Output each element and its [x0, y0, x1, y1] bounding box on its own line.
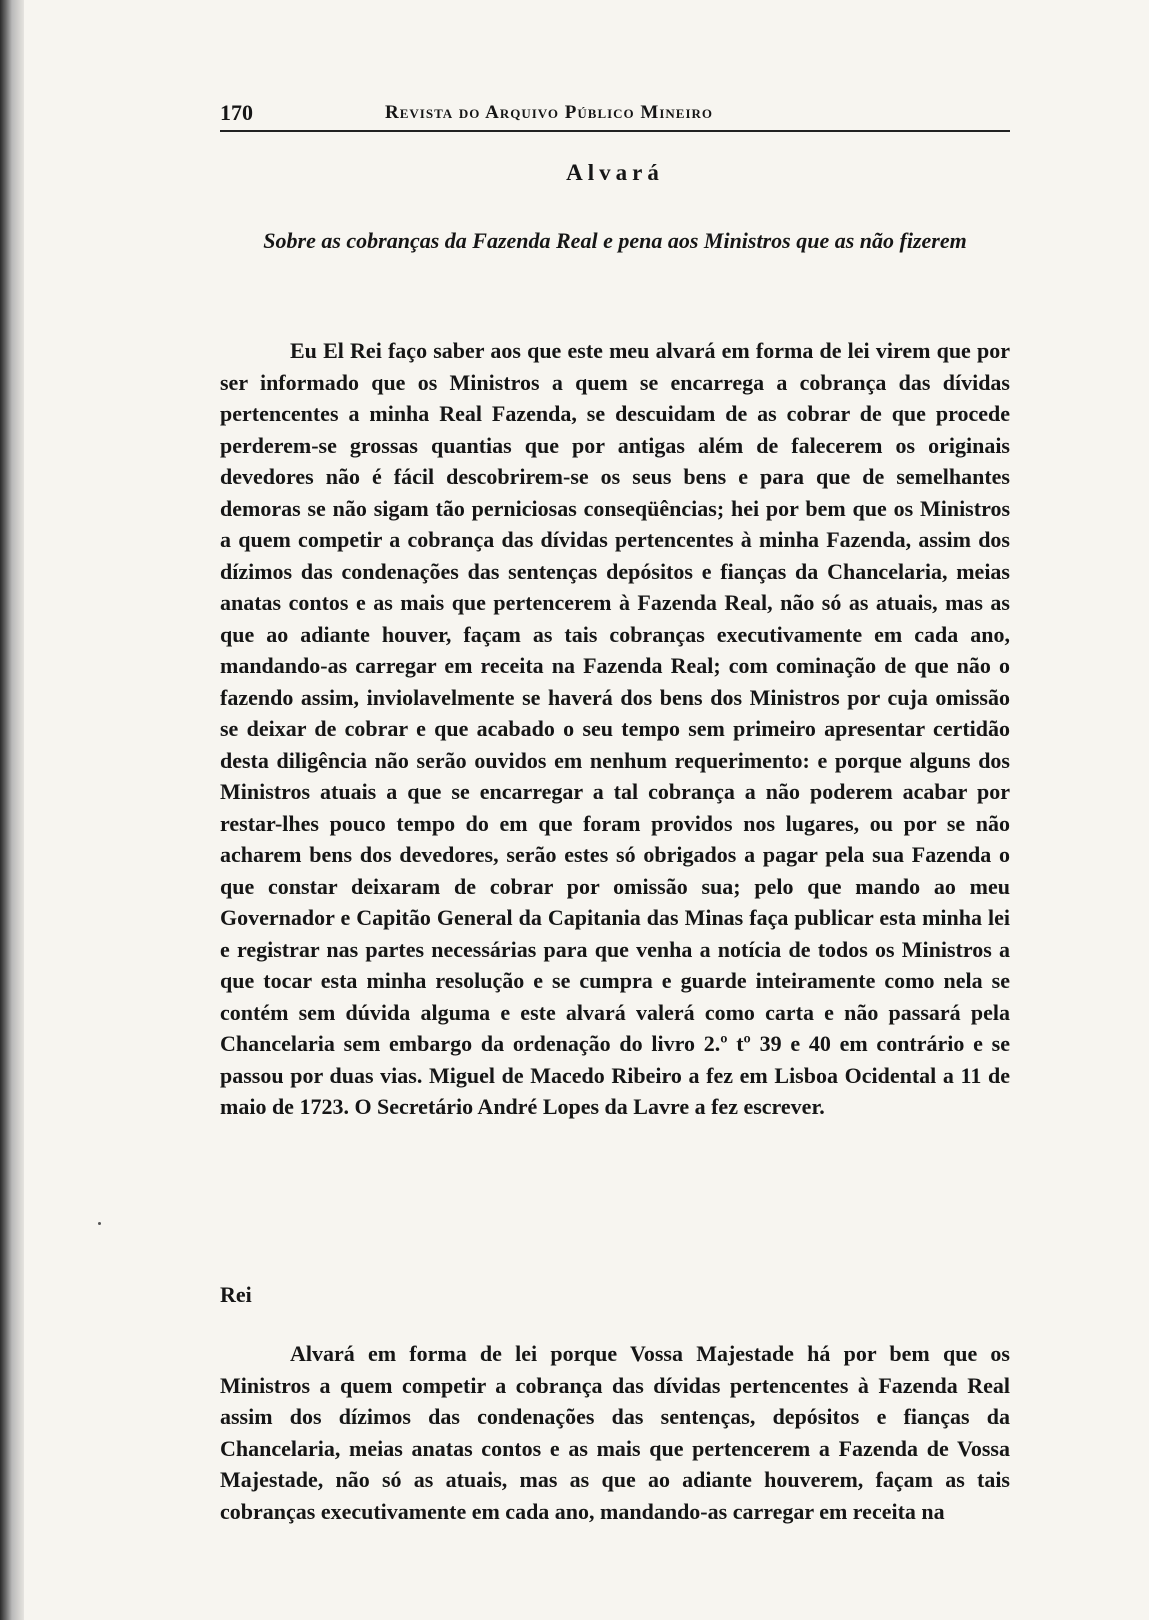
book-spine-edge	[0, 0, 24, 1620]
scan-speck	[98, 1222, 101, 1225]
document-subtitle: Sobre as cobranças da Fazenda Real e pena aos Ministros que as não fizerem	[263, 228, 967, 253]
page-number: 170	[220, 100, 253, 125]
running-header	[220, 100, 1010, 132]
document-title: Alvará	[566, 160, 664, 185]
signature: Rei	[220, 1282, 252, 1307]
body-paragraph-2: Alvará em forma de lei porque Vossa Majestade há por bem que os Ministros a quem competir a cobrança das dívidas pertencentes à Fazenda Real assim dos dízimos das condenações das sentenças, depósitos e fianças da Chancelaria, meias anatas contos e as mais que pertencerem a Fazenda de Vossa Majestade, não só as atuais, mas as que ao adiante houverem, façam as tais cobranças executivamente em cada ano, mandando-as carregar em receita na	[220, 1341, 1010, 1524]
body-paragraph-1: Eu El Rei faço saber aos que este meu alvará em forma de lei virem que por ser informado que os Ministros a quem se encarrega a cobrança das dívidas pertencentes a minha Real Fazenda, se descuidam de as cobrar de que procede perderem-se grossas quantias que por antigas além de falecerem os originais devedores não é fácil descobrirem-se os seus bens e para que de semelhantes demoras se não sigam tão perniciosas conseqüências; hei por bem que os Ministros a quem competir a cobrança das dívidas pertencentes à minha Fazenda, assim dos dízimos das condenações das sentenças depósitos e fianças da Chancelaria, meias anatas contos e as mais que pertencerem à Fazenda Real, não só as atuais, mas as que ao adiante houver, façam as tais cobranças executivamente em cada ano, mandando-as carregar em receita na Fazenda Real; com cominação de que não o fazendo assim, inviolavelmente se haverá dos bens dos Ministros por cuja omissão se deixar de cobrar e que acabado o seu tempo sem primeiro apresentar certidão desta diligência não serão ouvidos em nenhum requerimento: e porque alguns dos Ministros atuais a que se encarregar a tal cobrança a não poderem acabar por restar-lhes pouco tempo do em que foram providos nos lugares, ou por se não acharem bens dos devedores, serão estes só obrigados a pagar pela sua Fazenda o que constar deixaram de cobrar por omissão sua; pelo que mando ao meu Governador e Capitão General da Capitania das Minas faça publicar esta minha lei e registrar nas partes necessárias para que venha a notícia de todos os Ministros a que tocar esta minha resolução e se cumpra e guarde inteiramente como nela se contém sem dúvida alguma e este alvará valerá como carta e não passará pela Chancelaria sem embargo da ordenação do livro 2.º tº 39 e 40 em contrário e se passou por duas vias. Miguel de Macedo Ribeiro a fez em Lisboa Ocidental a 11 de maio de 1723. O Secretário André Lopes da Lavre a fez escrever.	[220, 338, 1010, 1119]
journal-title: Revista do Arquivo Público Mineiro	[385, 102, 714, 123]
